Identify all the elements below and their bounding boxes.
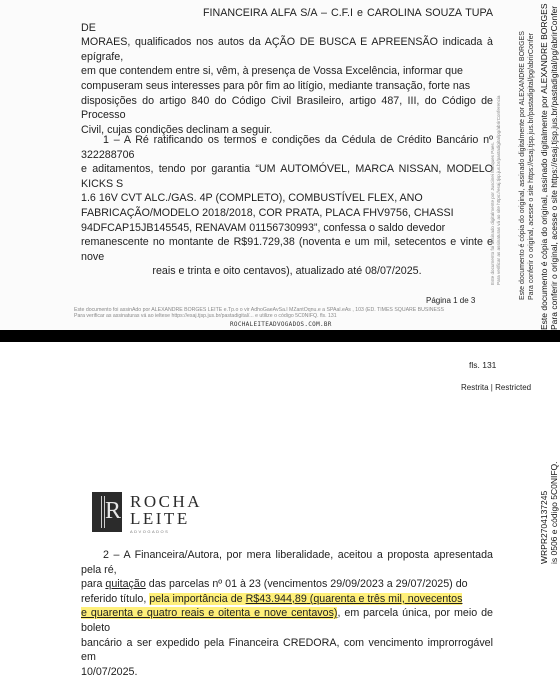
intro-line-1-text: FINANCEIRA ALFA S/A – C.F.I e CAROLINA SOUZA TUPA DE [81,7,493,34]
vertical-signature-note-2: Para verificar as assinaturas vá ao site https://esaj.tjsp.jus.br/pastadigital/pg/abrirConferencia [496,95,501,285]
clause-2-text: , em parcela única, por meio de boleto [81,607,493,634]
logo-name-line-2: LEITE [130,509,190,528]
logo-name-line-1: ROCHA [130,492,203,511]
clause-2-line-3 [81,592,493,607]
clause-1-line-1 [81,133,493,162]
page-number: Página 1 de 3 [426,296,476,305]
document-page-1 [0,0,560,330]
vertical-copy-note-right-1: Este documento é cópia do original, assinado digitalmente por ALEXANDRE BORGES [539,3,549,330]
highlighted-amount-words-cont: e quarenta e quatro reais e oitenta e nove centavos) [81,607,338,620]
clause-1-line-5: 94DFCAP15JB145545, RENAVAM 01156730993”, confessa o saldo devedor [81,221,446,234]
highlighted-text: pela importância de [149,592,246,605]
clause-2-line-4 [81,606,493,635]
clause-2-text: referido título, [81,592,150,605]
clause-2-line-2 [81,577,493,592]
parties-intro [81,6,493,137]
clause-2-text: das parcelas nº 01 à 23 (vencimentos 29/09/2023 a 29/07/2025) do [145,578,468,591]
vertical-code-note-1: WRPR2704137245 [539,490,549,564]
highlighted-amount: R$43.944,89 [245,592,307,605]
signature-footer-line-1: Este documento foi assinAdo por ALEXANDRE BORGES LEITE e.Tp.o o vir AdhoGaeAvSa.l MZantOqnu.e a SPAal.eAs , 103 (ED. TIMES SQUARE BUSINESS [74,307,444,313]
clause-1-line-7: reais e trinta e oito centavos), atualizado até 08/07/2025. [152,265,422,278]
intro-line-3: em que contendem entre si, vêm, à presença de Vossa Excelência, informar que [81,65,463,78]
document-page-2 [0,342,560,678]
clause-1-line-6: remanescente no montante de R$91.729,38 (noventa e um mil, setecentos e vinte e nove [81,236,493,263]
logo-mark-line [101,496,102,528]
underlined-quitacao: quitação [105,578,146,591]
clause-2-line-5: bancário a ser expedido pela Financeira CREDORA, com vencimento improrrogável em [81,636,493,664]
clause-2-text: para [81,578,106,591]
intro-line-5: disposições do artigo 840 do Código Civil Brasileiro, artigo 487, III, do Código de Processo [81,94,493,122]
folio-number: fls. 131 [469,360,497,370]
logo-mark-icon [92,492,122,532]
logo-subtitle: ADVOGADOS [130,529,170,534]
classification-label: Restrita | Restricted [461,383,532,392]
intro-line-6: Civil, cujas condições declinam a seguir. [81,123,273,136]
clause-1 [81,133,493,279]
logo-mark-letter: R [105,498,122,524]
signature-footer-line-2: Para verificar as assinaturas vá ao ieltese https://esaj.tjsp.jus.br/pastadigital/... e utilize o código 5C0NIFQ. fls. 131 [74,313,337,319]
page-separator [0,330,560,342]
intro-line-1 [81,6,493,35]
vertical-code-note-2: is 0506 e código 5C0NIFQ. [549,461,559,564]
clause-1-line-2: e aditamentos, tendo por garantia “UM AUTOMÓVEL, MARCA NISSAN, MODELO KICKS S [81,163,493,190]
vertical-signature-note-1: Este documento foi assinado digitalmente por Juscinei Marques Paes. [490,142,495,285]
clause-1-line-1-text: 1 – A Ré ratificando os termos e condições da Cédula de Crédito Bancário nº 322288706 [81,134,493,161]
clause-2-line-6: 10/07/2025. [81,665,138,678]
firm-website: ROCHALEITEADVOGADOS.COM.BR [230,321,332,328]
intro-line-4: compuseram seus interesses para pôr fim ao litígio, mediante transação, forte nas [81,79,471,92]
vertical-copy-note-right-2: Para conferir o original, acesse o site https://esaj.tjsp.jus.br/pastadigital/pg/abrirConfer [549,5,559,330]
vertical-copy-note-2: Para conferir o original, acesse o site https://esaj.tjsp.jus.br/pastadigital/pg/abrirConfer [528,33,535,300]
clause-2-line-1 [81,548,493,577]
highlighted-amount-words: (quarenta e três mil, novecentos [306,592,463,605]
vertical-copy-note-1: Este documento é cópia do original, assinado digitalmente por ALEXANDRE BORGES [519,31,526,300]
clause-2-line-1-text: 2 – A Financeira/Autora, por mera liberalidade, aceitou a proposta apresentada pela ré, [81,549,493,576]
clause-2 [81,548,493,679]
clause-1-line-3: 1.6 16V CVT ALC./GAS. 4P (COMPLETO), COMBUSTÍVEL FLEX, ANO [81,192,423,205]
clause-1-line-4: FABRICAÇÃO/MODELO 2018/2018, COR PRATA, PLACA FHV9756, CHASSI [81,206,454,219]
intro-line-2: MORAES, qualificados nos autos da AÇÃO DE BUSCA E APREENSÃO indicada à epígrafe, [81,36,493,63]
